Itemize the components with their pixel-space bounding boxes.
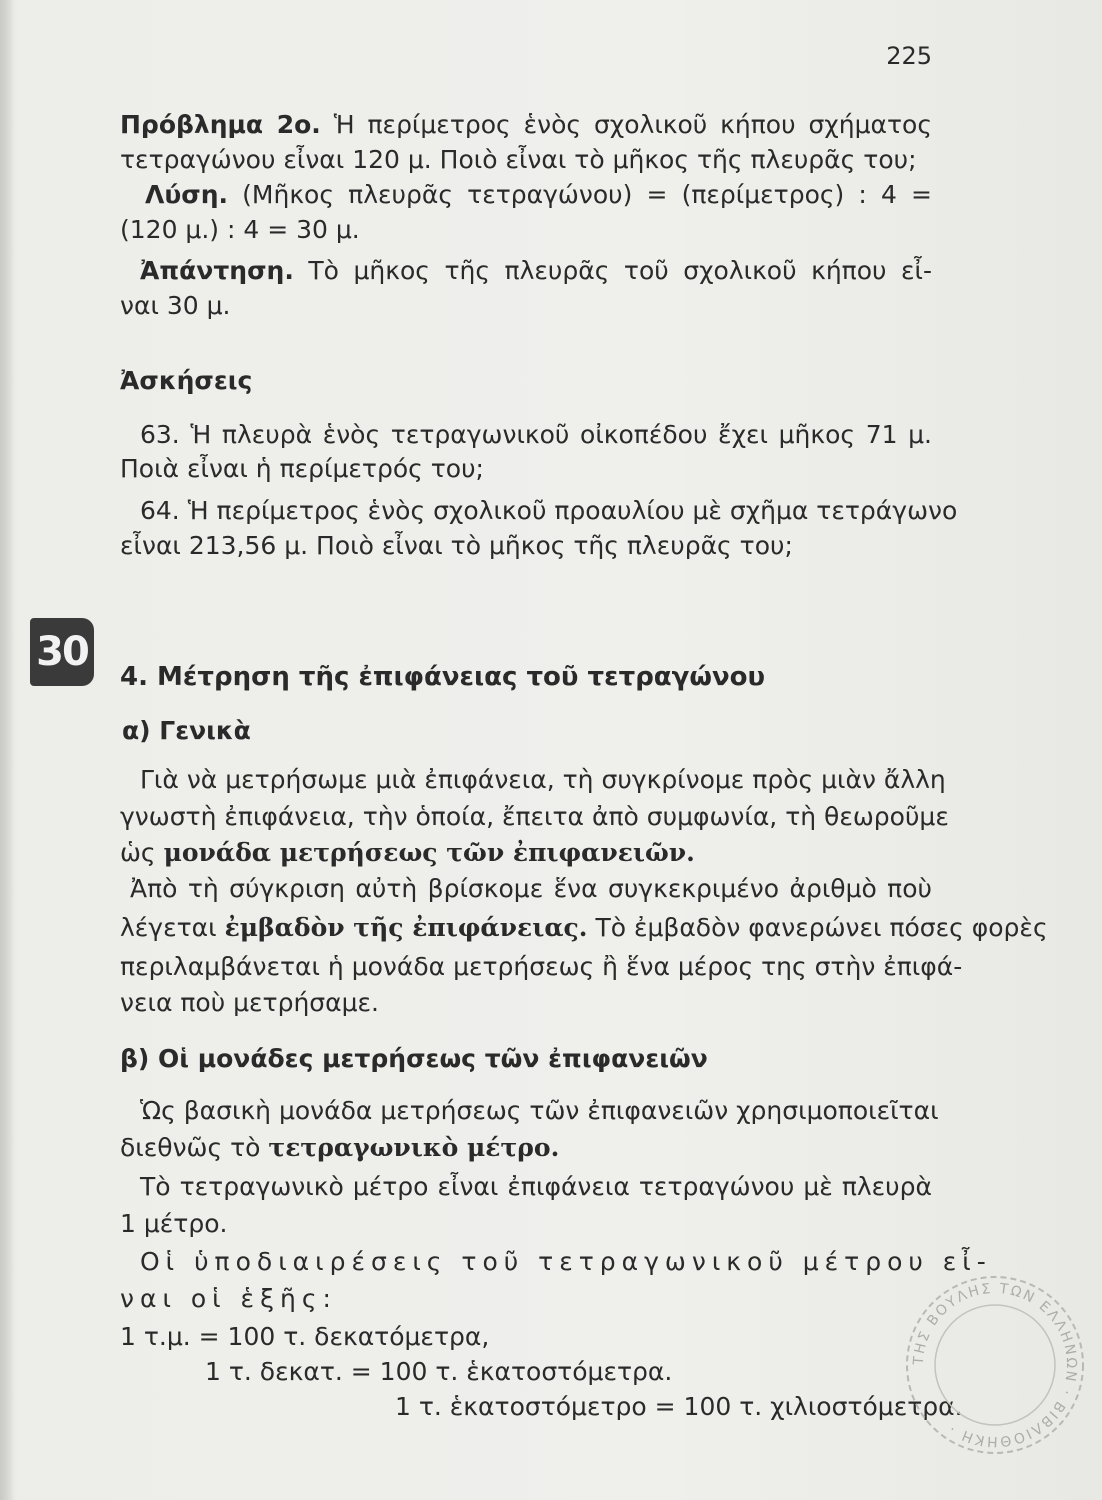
section-a-p1-line-2: γνωστὴ ἐπιφάνεια, τὴν ὁποία, ἔπειτα ἀπὸ συμφωνία, τὴ θεωροῦμε <box>120 802 949 831</box>
exercise-63-line-1: 63. Ἡ πλευρὰ ἑνὸς τετραγωνικοῦ οἰκοπέδου ἔχει μῆκος 71 μ. <box>140 420 932 449</box>
svg-text:ΤΗΣ ΒΟΥΛΗΣ ΤΩΝ ΕΛΛΗΝΩΝ · ΒΙΒΛΙ <box>911 1281 1079 1449</box>
section-b-p1-line-2a: διεθνῶς τὸ <box>120 1133 261 1162</box>
solution-line-1 <box>145 178 932 212</box>
library-stamp <box>900 1270 1090 1460</box>
chapter-tab-marker: 30 <box>30 618 94 686</box>
section-a-p2-line-1: Ἀπὸ τὴ σύγκριση αὐτὴ βρίσκομε ἕνα συγκεκριμένο ἀριθμὸ ποὺ <box>130 874 932 903</box>
solution-line-2: (120 μ.) : 4 = 30 μ. <box>120 215 360 244</box>
section-b-p2-line-2: 1 μέτρο. <box>120 1209 228 1238</box>
subsection-b-title: β) Οἱ μονάδες μετρήσεως τῶν ἐπιφανειῶν <box>120 1044 708 1073</box>
problem-text-1: Ἡ περίμετρος ἑνὸς σχολικοῦ κήπου σχήματος <box>333 110 932 139</box>
section-title: 4. Μέτρηση τῆς ἐπιφάνειας τοῦ τετραγώνου <box>120 662 766 692</box>
section-a-p2-line-3: περιλαμβάνεται ἡ μονάδα μετρήσεως ἢ ἕνα μέρος της στὴν ἐπιφά- <box>120 952 963 981</box>
section-a-p2-line-2 <box>120 911 1048 945</box>
page-number: 225 <box>886 42 932 70</box>
subsection-a-title: α) Γενικὰ <box>122 716 251 745</box>
section-a-p1-line-1: Γιὰ νὰ μετρήσωμε μιὰ ἐπιφάνεια, τὴ συγκρίνομε πρὸς μιὰν ἄλλη <box>140 765 946 794</box>
section-a-p1-line-3-prefix: ὡς <box>120 838 156 867</box>
section-b-p1-line-2 <box>120 1131 932 1165</box>
section-b-p3-line-1: Οἱ ὑποδιαιρέσεις τοῦ τετραγωνικοῦ μέτρου εἶ- <box>140 1247 992 1276</box>
problem-line-2: τετραγώνου εἶναι 120 μ. Ποιὸ εἶναι τὸ μῆκος τῆς πλευρᾶς του; <box>120 145 917 174</box>
exercises-title: Ἀσκήσεις <box>120 366 253 395</box>
term-unit-of-area: μονάδα μετρήσεως τῶν ἐπιφανειῶν. <box>163 838 695 867</box>
term-square-metre: τετραγωνικὸ μέτρο. <box>268 1133 560 1162</box>
answer-line-1 <box>140 254 932 288</box>
problem-line-1 <box>120 108 932 142</box>
answer-line-2: ναι 30 μ. <box>120 291 231 320</box>
units-line-2: 1 τ. δεκατ. = 100 τ. ἑκατοστόμετρα. <box>205 1357 673 1386</box>
solution-label: Λύση. <box>145 180 228 209</box>
units-line-3: 1 τ. ἑκατοστόμετρο = 100 τ. χιλιοστόμετρα. <box>395 1392 963 1421</box>
answer-label: Ἀπάντηση. <box>140 256 294 285</box>
section-a-p2-line-4: νεια ποὺ μετρήσαμε. <box>120 988 379 1017</box>
scan-edge-shadow <box>0 0 14 1500</box>
solution-text-1: (Μῆκος πλευρᾶς τετραγώνου) = (περίμετρος) : 4 = <box>242 180 932 209</box>
section-b-p1-line-1: Ὡς βασικὴ μονάδα μετρήσεως τῶν ἐπιφανειῶν χρησιμοποιεῖται <box>140 1096 939 1125</box>
exercise-64-line-2: εἶναι 213,56 μ. Ποιὸ εἶναι τὸ μῆκος τῆς πλευρᾶς του; <box>120 531 793 560</box>
units-line-1: 1 τ.μ. = 100 τ. δεκατόμετρα, <box>120 1322 490 1351</box>
exercise-64-line-1: 64. Ἡ περίμετρος ἑνὸς σχολικοῦ προαυλίου μὲ σχῆμα τετράγωνο <box>140 496 958 525</box>
term-area: ἐμβαδὸν τῆς ἐπιφάνειας. <box>224 913 588 942</box>
section-b-p2-line-1: Τὸ τετραγωνικὸ μέτρο εἶναι ἐπιφάνεια τετραγώνου μὲ πλευρὰ <box>140 1172 932 1201</box>
problem-label: Πρόβλημα 2ο. <box>120 110 321 139</box>
stamp-text: ΤΗΣ ΒΟΥΛΗΣ ΤΩΝ ΕΛΛΗΝΩΝ · ΒΙΒΛΙΟΘΗΚΗ · <box>910 1280 1080 1450</box>
section-a-p2-line-2a: λέγεται <box>120 913 217 942</box>
section-b-p3-line-2: ναι οἱ ἑξῆς: <box>120 1284 337 1313</box>
answer-text-1: Τὸ μῆκος τῆς πλευρᾶς τοῦ σχολικοῦ κήπου εἶ- <box>308 256 932 285</box>
exercise-63-line-2: Ποιὰ εἶναι ἡ περίμετρός του; <box>120 454 484 483</box>
section-a-p2-line-2c: Τὸ ἐμβαδὸν φανερώνει πόσες φορὲς <box>595 913 1048 942</box>
section-a-p1-line-3 <box>120 836 932 870</box>
